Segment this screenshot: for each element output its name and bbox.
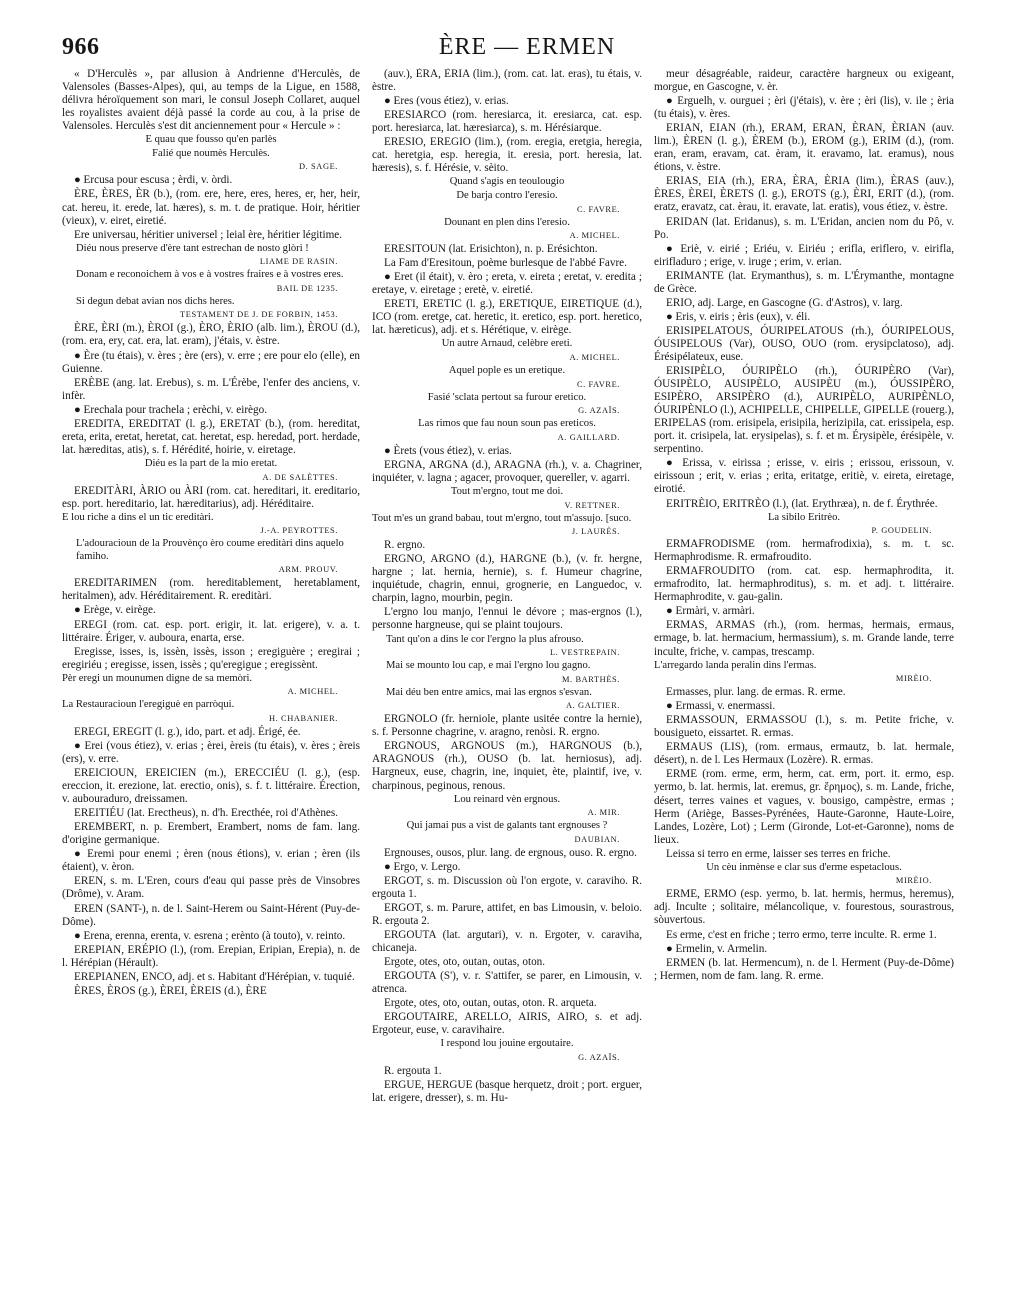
dictionary-entry: ÈRE, ÈRES, ÈR (b.), (rom. ere, here, eres, heres, er, her, heir, cat. hereu, it. erede, lat. hæres), s. m. t. de pratique. Hoir, héritier (vieux), v. eiret, eiretié. (62, 188, 360, 227)
dictionary-entry: ● Erechala pour trachela ; erèchi, v. eirègo. (74, 403, 268, 416)
quotation-source: J.-A. PEYROTTES. (260, 526, 338, 536)
dictionary-entry: ● Erissa, v. eirissa ; erisse, v. eiris ; erissou, erissoun, v. eirissoun ; erit, v. erias ; erita, eritatge, eritiè, v. eireta, eiretage, eirotié. (654, 457, 954, 496)
quotation: La sibilo Eritrèo. (767, 511, 841, 523)
dictionary-entry: EREDITARIMEN (rom. hereditablement, heretablament, heritalmen), adv. Héréditairement. R. ereditàri. (62, 577, 360, 603)
dictionary-entry: ERGOT, s. m. Parure, attifet, en bas Limousin, v. beloio. R. ergouta 2. (372, 901, 642, 927)
dictionary-entry: ● Erena, erenna, erenta, v. esrena ; erènto (à touto), v. reinto. (74, 929, 346, 942)
quotation: L'adouracioun de la Prouvènço èro coume ereditàri dins aquelo famiho. (76, 538, 344, 562)
quotation-source: C. FAVRE. (576, 204, 620, 214)
dictionary-entry: ERMAFROUDITO (rom. cat. esp. hermaphrodita, it. ermafrodito, lat. hermaphroditus), s. m. et adj. t. littéraire. Hermaphrodite, v. gau-galin. (654, 565, 954, 604)
dictionary-entry: ● Ère (tu étais), v. ères ; ère (ers), v. erre ; ere pour elo (elle), en Guienne. (62, 349, 360, 375)
dictionary-entry: ERIAS, EIA (rh.), ERA, ÈRA, ÈRIA (lim.), ÈRAS (auv.), ÈRES, ÈREI, ÈRETS (l. g.), EROTS (g.), ÈRI, ERIT (d.), (rom. eratz, eravatz, cat. èrau, it. eravate, lat. eratis), vous étiez, v. èstre. (654, 175, 954, 214)
page-number: 966 (62, 34, 100, 60)
dictionary-entry: EREPIAN, ERÉPIO (l.), (rom. Erepian, Eripian, Erepia), n. de l. Hérépian (Hérault). (62, 943, 360, 969)
dictionary-entry: ERME (rom. erme, erm, herm, cat. erm, port. it. ermo, esp. yermo, b. lat. hermis, lat. eremus, gr. ἔρημος), s. m. Lande, friche, désert, terres vaines et vagues, v. bousigo, campèstre, ermas ; Herm (Ariège, Basses-Pyrénées, Haute-Garonne, Haute-Loire, Landes, Lozère, Lot) ; Lerm (Gironde, Lot-et-Garonne), noms de lieux. (654, 768, 954, 846)
quotation: Lou reinard vèn ergnous. (453, 793, 561, 805)
column-left (62, 68, 360, 1298)
dictionary-entry: Ergote, otes, oto, outan, outas, oton. (384, 956, 546, 969)
dictionary-entry: ERGOUTAIRE, ARELLO, AIRIS, AIRO, s. et adj. Ergoteur, euse, v. caravihaire. (372, 1011, 642, 1037)
dictionary-entry: R. ergouta 1. (384, 1065, 442, 1078)
dictionary-entry: ERIO, adj. Large, en Gascogne (G. d'Astros), v. larg. (666, 296, 903, 309)
dictionary-entry: ● Eret (il était), v. èro ; ereta, v. eireta ; eretat, v. eredita ; eretaye, v. eiretage ; eretè, v. eiretié. (372, 271, 642, 297)
quotation: La Restauracioun l'eregiguè en parròqui. (62, 699, 235, 711)
quotation: Tout m'ergno, tout me doi. (450, 486, 564, 497)
dictionary-entry: EREGI, EREGIT (l. g.), ido, part. et adj. Érigé, ée. (74, 725, 301, 738)
dictionary-entry: ERMEN (b. lat. Hermencum), n. de l. Herment (Puy-de-Dôme) ; Hermen, nom de fam. lang. R. erme. (654, 956, 954, 982)
quotation: I respond lou jouine ergoutaire. (440, 1038, 574, 1050)
dictionary-entry: ● Erguelh, v. ourguei ; èri (j'étais), v. ère ; èri (lis), v. ile ; èria (tu étais), v. ères. (654, 95, 954, 121)
dictionary-entry: EREICIOUN, EREICIEN (m.), ERECCIÉU (l. g.), (esp. ereccion, it. erezione, lat. erectio, onis), s. f. t. littéraire. Érection, v. aubouraduro, dreissamen. (62, 767, 360, 806)
dictionary-entry: EREMBERT, n. p. Erembert, Erambert, noms de fam. lang. d'origine germanique. (62, 821, 360, 847)
dictionary-entry: Es erme, c'est en friche ; terro ermo, terre inculte. R. erme 1. (666, 928, 937, 941)
quotation: Si degun debat avian nos dichs heres. (76, 295, 235, 307)
dictionary-entry: EREITIÉU (lat. Erectheus), n. d'h. Erecthée, roi d'Athènes. (74, 807, 339, 820)
quotation: Dounant en plen dins l'eresio. (444, 216, 570, 228)
quotation-source: C. FAVRE. (576, 379, 620, 389)
quotation-source: BAIL DE 1235. (276, 283, 338, 293)
dictionary-entry: La Fam d'Eresitoun, poème burlesque de l'abbé Favre. (384, 257, 627, 270)
running-title: ÈRE — ERMEN (438, 34, 616, 60)
quotation: Mai se mounto lou cap, e mai l'ergno lou gagno. (386, 660, 591, 672)
dictionary-entry: ● Ercusa pour escusa ; èrdi, v. òrdi. (74, 174, 233, 187)
quotation-source: G. AZAÏS. (578, 1053, 620, 1063)
dictionary-entry: ● Eremi pour enemi ; èren (nous étions), v. erian ; èren (ils étaient), v. èron. (62, 848, 360, 874)
quotation-source: M. BARTHÈS. (562, 674, 620, 684)
dictionary-entry: ERESIARCO (rom. heresiarca, it. eresiarca, cat. esp. port. heresiarca, lat. hæresiarca), s. m. Hérésiarque. (372, 109, 642, 135)
quotation-source: A. MICHEL. (287, 687, 338, 697)
dictionary-entry: EREDITÀRI, ÀRIO ou ÀRI (rom. cat. hereditari, it. ereditario, esp. port. hereditario, lat. hæreditarius), adj. Héréditaire. (62, 484, 360, 510)
quotation-source: L. VESTREPAIN. (549, 648, 620, 658)
dictionary-entry: ÈRES, ÈROS (g.), ÈREI, ÈREIS (d.), ÈRE (74, 984, 267, 997)
dictionary-entry: (auv.), ÈRA, ÈRIA (lim.), (rom. cat. lat. eras), tu étais, v. èstre. (372, 68, 642, 94)
quotation: Un cèu inmènse e clar sus d'erme espetaclous. (706, 861, 902, 873)
quotation: Un autre Arnaud, celèbre ereti. (441, 338, 573, 350)
column-middle (372, 68, 642, 1298)
quotation: Quand s'agis en teoulougio (449, 176, 565, 188)
dictionary-entry: ● Ermelin, v. Armelin. (666, 942, 768, 955)
dictionary-entry: ● Ermassi, v. enermassi. (666, 700, 776, 713)
dictionary-entry: ERMAS, ARMAS (rh.), (rom. hermas, hermais, ermaus, ermage, b. lat. hermacium, hermassium), s. m. Grande lande, terre inculte, friche, v. campas, trescamp. (654, 619, 954, 658)
quotation: Diéu nous preserve d'ère tant estrechan de nosto glòri ! (76, 242, 309, 254)
quotation: L'arregardo landa peralin dins l'ermas. (654, 659, 817, 671)
dictionary-entry: EREN, s. m. L'Eren, cours d'eau qui passe près de Vinsobres (Drôme), v. Aram. (62, 875, 360, 901)
dictionary-entry: EREN (SANT-), n. de l. Saint-Herem ou Saint-Hérent (Puy-de-Dôme). (62, 902, 360, 928)
quotation-source: LIAME DE RASIN. (259, 257, 338, 267)
dictionary-entry: Eregisse, isses, is, issèn, issès, isson ; eregiguère ; eregirai ; eregiriéu ; eregisse, issen, issès ; qu'eregigue ; eregissènt. (62, 645, 360, 671)
quotation: Pèr eregi un mounumen digne de sa memòri. (62, 672, 253, 684)
dictionary-entry: EREDITA, EREDITAT (l. g.), ERETAT (b.), (rom. hereditat, ereta, erita, eretat, heretat, cat. heretat, esp. heredad, port. herdade, lat. hæreditas, atis), s. f. Hérédité, hoirie, v. eiretage. (62, 417, 360, 456)
quotation: Diéu es la part de la mio eretat. (144, 457, 278, 469)
quotation: E quau que fousso qu'en parlès (145, 134, 277, 146)
dictionary-entry: ERIAN, EIAN (rh.), ERAM, ERAN, ÈRAN, ÈRIAN (auv. lim.), ÈREN (l. g.), ÈREM (b.), EROM (g.), ERIM (d.), (rom. eran, eram, eravam, cat. èram, it. eravamo, lat. eramus), nous étions, v. èstre. (654, 122, 954, 174)
dictionary-entry: ERISIPELATOUS, ÓURIPELATOUS (rh.), ÓURIPELOUS, ÓUSIPELOUS (Var), OUSO, OUO (rom. erysipclatoso), adj. Érésipélateux, euse. (654, 324, 954, 363)
dictionary-entry: ERMAUS (LIS), (rom. ermaus, ermautz, b. lat. hermale, désert), n. de l. Les Hermaux (Lozère). R. ermas. (654, 741, 954, 767)
dictionary-entry: ● Ermàri, v. armàri. (666, 605, 755, 618)
dictionary-entry: ● Erei (vous étiez), v. erias ; èrei, èreis (tu étais), v. ères ; èreis (ers), v. erre. (62, 739, 360, 765)
quotation-source: A. MIR. (587, 808, 620, 818)
dictionary-entry: ERGNOUS, ARGNOUS (m.), HARGNOUS (b.), ARAGNOUS (rh.), OUSO (b. lat. herniosus), adj. Hargneux, euse, chagrin, ine, inquiet, ète, plaintif, ive, v. charpinous, peginous, renous. (372, 740, 642, 792)
dictionary-entry: ● Eriè, v. eirié ; Eriéu, v. Eiriéu ; erifla, eriflero, v. eirifla, eirifladuro ; erige, v. iruge ; erim, v. erian. (654, 242, 954, 268)
dictionary-entry: ● Erège, v. eirège. (74, 604, 156, 617)
dictionary-entry: ERGOT, s. m. Discussion où l'on ergote, v. caraviho. R. ergouta 1. (372, 874, 642, 900)
quotation-source: A. GAILLARD. (557, 432, 620, 442)
dictionary-entry: ERGNA, ARGNA (d.), ARAGNA (rh.), v. a. Chagriner, inquiéter, v. lagna ; agacer, provoquer, quereller, v. agarri. (372, 458, 642, 484)
dictionary-entry: ● Eris, v. eiris ; èris (eux), v. éli. (666, 310, 811, 323)
quotation-source: G. AZAÏS. (578, 406, 620, 416)
dictionary-entry: Ermasses, plur. lang. de ermas. R. erme. (666, 686, 846, 699)
dictionary-entry: ERESIO, EREGIO (lim.), (rom. eregia, eretgia, heregia, cat. heretgia, esp. heregia, it. eresia, port. heresia, lat. hæresis), s. f. Hérésie, v. sèito. (372, 136, 642, 175)
dictionary-entry: ERETI, ERETIC (l. g.), ERETIQUE, EIRETIQUE (d.), ICO (rom. eretge, cat. heretic, it. eretico, esp. port. heretico, lat. hæreticus), adj. et s. Hérétique, v. eirège. (372, 298, 642, 337)
dictionary-entry: meur désagréable, raideur, caractère hargneux ou exigeant, morgue, en Gascogne, v. èr. (654, 68, 954, 94)
dictionary-entry: ERITRÈIO, ERITRÈO (l.), (lat. Erythræa), n. de f. Érythrée. (666, 497, 938, 510)
quotation-source: ARM. PROUV. (278, 565, 338, 575)
dictionary-entry: ERIDAN (lat. Eridanus), s. m. L'Eridan, ancien nom du Pô, v. Po. (654, 215, 954, 241)
quotation-source: P. GOUDELIN. (871, 526, 932, 536)
dictionary-entry: ERGOUTA (S'), v. r. S'attifer, se parer, en Limousin, v. atrenca. (372, 970, 642, 996)
quotation: Las rimos que fau noun soun pas ereticos. (418, 418, 596, 430)
dictionary-entry: « D'Herculès », par allusion à Andrienne d'Herculès, de Valensoles (Basses-Alpes), qui, au temps de la Ligue, en 1588, délivra héroïquement son mari, le consul Joseph Collaret, auquel les royalistes avaient déjà passé la corde au cou, à la prise de Valensoles. Herculès s'est dit anciennement pour « Hercule » : (62, 68, 360, 133)
quotation-source: MIRÈIO. (895, 674, 932, 684)
quotation: Mai déu ben entre amics, mai las ergnos s'esvan. (386, 686, 592, 698)
quotation: Donam e reconoichem à vos e à vostres fraires e à vostres eres. (76, 269, 344, 281)
dictionary-entry: ERISIPÈLO, ÓURIPÈLO (rh.), ÓURIPÈRO (Var), ÓUSIPÈLO, AUSIPÈLO, AUSIPÈU (m.), ÓUSSIPÈRO, ESIPÈRO, ARSIPÈRO (d.), AURIPÈLO, AURIPÈNLO, ÓURIPÈNLO (l.), ACHIPELLE, CHIPELLE, GIPELLE (rouerg.), ERIPELAS (rom. erisipela, erisipila, herizipila, cat. erissipela, esp. port. it. crisipela, lat. erysipelas), s. f. et m. Érysipèle, érésipèle, v. serpentino. (654, 365, 954, 456)
quotation-source: J. LAURÈS. (571, 527, 620, 537)
column-right (654, 68, 954, 1298)
dictionary-entry: ● Èrets (vous étiez), v. erias. (384, 444, 512, 457)
dictionary-entry: Ere universau, héritier universel ; leial ère, héritier légitime. (74, 228, 343, 241)
dictionary-entry: EREPIANEN, ENCO, adj. et s. Habitant d'Hérépian, v. tuquié. (74, 970, 355, 983)
quotation: E lou riche a dins el un tic ereditàri. (62, 511, 214, 523)
dictionary-entry: L'ergno lou manjo, l'ennui le dévore ; mas-ergnos (l.), personne hargneuse, qui se plaint toujours. (372, 606, 642, 632)
dictionary-entry: ERMAFRODISME (rom. hermafrodixia), s. m. t. sc. Hermaphrodisme. R. ermafroudito. (654, 538, 954, 564)
quotation-source: A. DE SALÈTTES. (262, 472, 338, 482)
dictionary-entry: Leissa si terro en erme, laisser ses terres en friche. (666, 847, 891, 860)
quotation-source: A. GALTIER. (566, 701, 620, 711)
dictionary-entry: ERGUE, HERGUE (basque herquetz, droit ; port. erguer, lat. erigere, dresser), s. m. Hu- (372, 1079, 642, 1105)
dictionary-entry: EREGI (rom. cat. esp. port. erigir, it. lat. erigere), v. a. t. littéraire. Ériger, v. auboura, enarta, erse. (62, 618, 360, 644)
dictionary-entry: Ergnouses, ousos, plur. lang. de ergnous, ouso. R. ergno. (384, 846, 637, 859)
dictionary-entry: ERGNOLO (fr. herniole, plante usitée contre la hernie), s. f. Personne chagrine, v. aragno, renòsi. R. ergno. (372, 713, 642, 739)
dictionary-entry: R. ergno. (384, 539, 426, 552)
quotation-source: H. CHABANIER. (269, 713, 338, 723)
quotation: Aquel pople es un eretique. (448, 365, 566, 377)
dictionary-entry: ERÈBE (ang. lat. Erebus), s. m. L'Érèbe, l'enfer des anciens, v. infèr. (62, 376, 360, 402)
quotation-source: DAUBIAN. (574, 834, 620, 844)
dictionary-entry: ÈRE, ÈRI (m.), ÈROI (g.), ÈRO, ÈRIO (alb. lim.), ÈROU (d.), (rom. era, ery, cat. era, lat. eram), j'étais, v. èstre. (62, 322, 360, 348)
dictionary-entry: Ergote, otes, oto, outan, outas, oton. R. arqueta. (384, 997, 597, 1010)
quotation-source: TESTAMENT DE J. DE FORBIN, 1453. (180, 310, 338, 320)
dictionary-entry: ERMASSOUN, ERMASSOU (l.), s. m. Petite friche, v. bousigueto, eissartet. R. ermas. (654, 714, 954, 740)
dictionary-entry: ERME, ERMO (esp. yermo, b. lat. hermis, hermus, heremus), adj. Inculte ; solitaire, mélancolique, v. fourestous, sourastrous, sòuvertous. (654, 888, 954, 927)
dictionary-entry: ERGNO, ARGNO (d.), HARGNE (b.), (v. fr. hergne, hargne ; lat. hernia, hernie), s. f. Humeur chagrine, inquiétude, chagrin, ennui, grognerie, en Languedoc, v. charpin, lagno, mourbin, pegin. (372, 553, 642, 605)
quotation-source: V. RETTNER. (564, 500, 620, 510)
dictionary-entry: ERESITOUN (lat. Erisichton), n. p. Erésichton. (384, 243, 598, 256)
quotation: Tout m'es un grand babau, tout m'ergno, tout m'assujo. [suco. (372, 512, 632, 524)
dictionary-entry: ERGOUTA (lat. argutari), v. n. Ergoter, v. caraviha, chicaneja. (372, 929, 642, 955)
dictionary-entry: ERIMANTE (lat. Erymanthus), s. m. L'Érymanthe, montagne de Grèce. (654, 269, 954, 295)
dictionary-entry: ● Ergo, v. Lergo. (384, 860, 461, 873)
quotation-source: A. MICHEL. (569, 231, 620, 241)
quotation: De barja contro l'eresio. (456, 189, 558, 201)
quotation-source: MIRÈIO. (895, 876, 932, 886)
page-header (62, 34, 992, 68)
quotation-source: D. SAGE. (299, 162, 338, 172)
dictionary-entry: ● Eres (vous étiez), v. erias. (384, 95, 509, 108)
quotation: Falié que noumès Herculès. (152, 147, 270, 159)
quotation: Qui jamai pus a vist de galants tant ergnouses ? (406, 820, 608, 832)
quotation-source: A. MICHEL. (569, 353, 620, 363)
quotation: Fasié 'sclata pertout sa furour eretico. (427, 391, 587, 403)
quotation: Tant qu'on a dins le cor l'ergno la plus afrouso. (386, 633, 584, 645)
